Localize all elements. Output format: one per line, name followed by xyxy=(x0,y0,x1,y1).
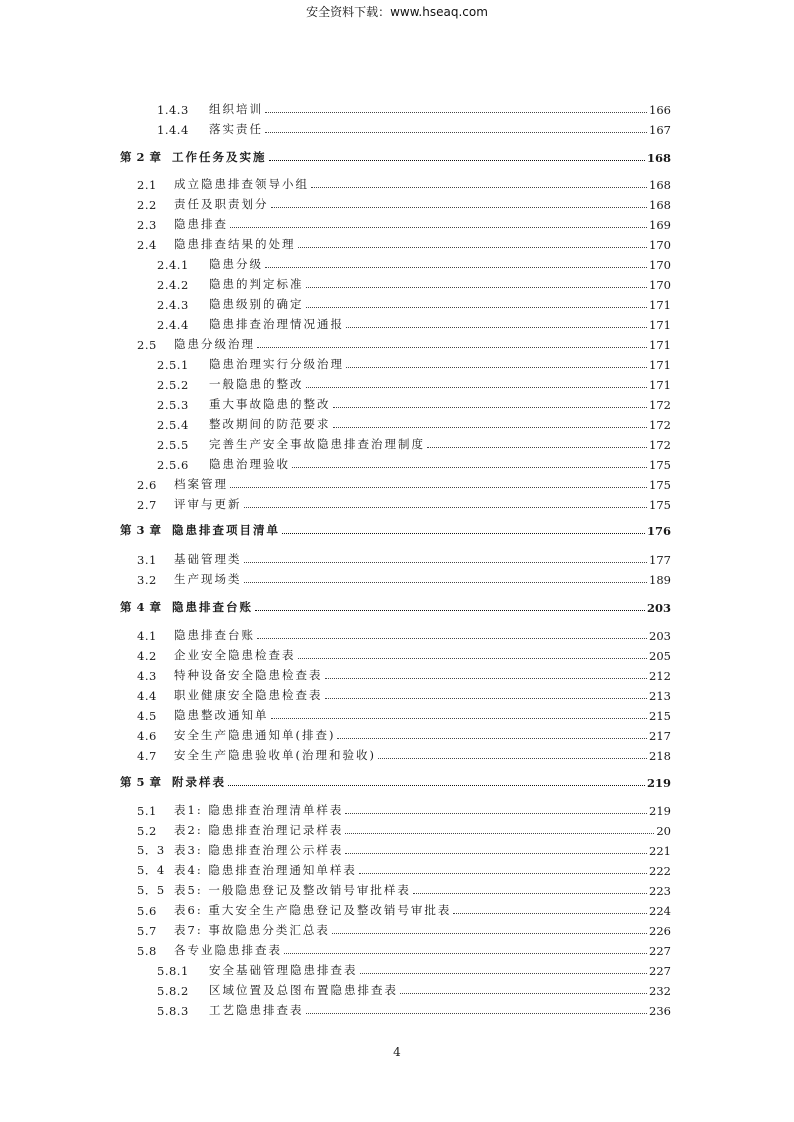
toc-row[interactable] xyxy=(157,372,671,392)
toc-row[interactable] xyxy=(137,818,671,838)
toc-number: 4.7 xyxy=(137,749,157,763)
toc-leader-dots xyxy=(257,347,647,348)
toc-title: 隐患分级治理 xyxy=(174,337,255,351)
toc-number: 第 5 章 xyxy=(120,775,162,789)
toc-row[interactable] xyxy=(157,312,671,332)
toc-row[interactable] xyxy=(137,723,671,743)
toc-leader-dots xyxy=(230,227,647,228)
toc-chapter-row[interactable] xyxy=(120,518,671,538)
toc-page-number: 167 xyxy=(649,123,671,137)
toc-page-number: 217 xyxy=(649,729,671,743)
toc-number: 5.2 xyxy=(137,824,157,838)
toc-title: 表4: 隐患排查治理通知单样表 xyxy=(174,863,357,877)
toc-page-number: 20 xyxy=(656,824,671,838)
toc-number: 2.1 xyxy=(137,178,157,192)
toc-title: 一般隐患的整改 xyxy=(209,377,304,391)
toc-title: 档案管理 xyxy=(174,477,228,491)
toc-title: 重大事故隐患的整改 xyxy=(209,397,331,411)
toc-leader-dots xyxy=(345,853,647,854)
toc-page-number: 175 xyxy=(649,478,671,492)
toc-title: 表3: 隐患排查治理公示样表 xyxy=(174,843,344,857)
toc-page-number: 221 xyxy=(649,844,671,858)
toc-number: 第 3 章 xyxy=(120,523,162,537)
toc-title: 基础管理类 xyxy=(174,552,242,566)
toc-title: 隐患排查 xyxy=(174,217,228,231)
toc-title: 生产现场类 xyxy=(174,572,242,586)
toc-title: 区域位置及总图布置隐患排查表 xyxy=(209,983,398,997)
toc-leader-dots xyxy=(306,287,648,288)
toc-page-number: 189 xyxy=(649,573,671,587)
toc-number: 2.5.2 xyxy=(157,378,189,392)
toc-title: 工艺隐患排查表 xyxy=(209,1003,304,1017)
toc-row[interactable] xyxy=(137,567,671,587)
toc-page-number: 224 xyxy=(649,904,671,918)
toc-number: 5.8.3 xyxy=(157,1004,189,1018)
toc-row[interactable] xyxy=(137,663,671,683)
toc-leader-dots xyxy=(346,367,647,368)
page-number: 4 xyxy=(393,1045,401,1059)
toc-page-number: 172 xyxy=(649,398,671,412)
toc-leader-dots xyxy=(298,658,648,659)
toc-page-number: 170 xyxy=(649,278,671,292)
toc-row[interactable] xyxy=(137,703,671,723)
toc-number: 2.5.3 xyxy=(157,398,189,412)
toc-leader-dots xyxy=(346,327,647,328)
toc-page-number: 203 xyxy=(646,601,671,615)
toc-leader-dots xyxy=(265,112,647,113)
toc-page-number: 175 xyxy=(649,458,671,472)
toc-row[interactable] xyxy=(157,272,671,292)
toc-leader-dots xyxy=(255,610,645,611)
toc-page-number: 226 xyxy=(649,924,671,938)
toc-title: 职业健康安全隐患检查表 xyxy=(174,688,323,702)
toc-title: 各专业隐患排查表 xyxy=(174,943,282,957)
toc-leader-dots xyxy=(284,953,647,954)
toc-number: 2.2 xyxy=(137,198,157,212)
toc-number: 5.8.1 xyxy=(157,964,189,978)
toc-row[interactable] xyxy=(137,472,671,492)
toc-number: 第 4 章 xyxy=(120,600,162,614)
toc-row[interactable] xyxy=(137,492,671,512)
toc-page-number: 170 xyxy=(649,258,671,272)
toc-page-number: 215 xyxy=(649,709,671,723)
toc-leader-dots xyxy=(311,187,647,188)
toc-title: 整改期间的防范要求 xyxy=(209,417,331,431)
toc-number: 2.4 xyxy=(137,238,157,252)
toc-leader-dots xyxy=(228,785,645,786)
toc-page-number: 232 xyxy=(649,984,671,998)
toc-page-number: 169 xyxy=(649,218,671,232)
toc-number: 2.4.3 xyxy=(157,298,189,312)
toc-number: 2.4.2 xyxy=(157,278,189,292)
toc-row[interactable] xyxy=(137,858,671,878)
toc-title: 隐患排查治理情况通报 xyxy=(209,317,344,331)
toc-title: 隐患排查结果的处理 xyxy=(174,237,296,251)
toc-row[interactable] xyxy=(137,838,671,858)
toc-row[interactable] xyxy=(137,918,671,938)
toc-title: 隐患治理实行分级治理 xyxy=(209,357,344,371)
toc-chapter-row[interactable] xyxy=(120,595,671,615)
toc-row[interactable] xyxy=(137,623,671,643)
toc-number: 5.7 xyxy=(137,924,157,938)
toc-leader-dots xyxy=(257,638,647,639)
page-header: 安全资料下载：www.hseaq.com xyxy=(306,5,488,19)
toc-row[interactable] xyxy=(137,898,671,918)
toc-row[interactable] xyxy=(157,998,671,1018)
toc-row[interactable] xyxy=(137,192,671,212)
toc-title: 责任及职责划分 xyxy=(174,197,269,211)
toc-leader-dots xyxy=(453,913,647,914)
toc-leader-dots xyxy=(269,160,645,161)
toc-title: 安全基础管理隐患排查表 xyxy=(209,963,358,977)
toc-leader-dots xyxy=(244,562,648,563)
toc-title: 工作任务及实施 xyxy=(172,150,267,164)
toc-row[interactable] xyxy=(157,97,671,117)
toc-number: 2.4.1 xyxy=(157,258,189,272)
toc-row[interactable] xyxy=(157,392,671,412)
toc-number: 2.5.5 xyxy=(157,438,189,452)
toc-number: 2.5 xyxy=(137,338,157,352)
toc-chapter-row[interactable] xyxy=(120,770,671,790)
toc-number: 1.4.4 xyxy=(157,123,189,137)
toc-leader-dots xyxy=(298,247,648,248)
toc-leader-dots xyxy=(292,467,647,468)
toc-page-number: 218 xyxy=(649,749,671,763)
toc-leader-dots xyxy=(359,873,647,874)
toc-number: 4.2 xyxy=(137,649,157,663)
toc-title: 组织培训 xyxy=(209,102,263,116)
toc-page-number: 171 xyxy=(649,358,671,372)
toc-page-number: 223 xyxy=(649,884,671,898)
toc-page-number: 219 xyxy=(646,776,671,790)
toc-page-number: 236 xyxy=(649,1004,671,1018)
toc-row[interactable] xyxy=(157,352,671,372)
toc-leader-dots xyxy=(325,678,648,679)
toc-page-number: 227 xyxy=(649,964,671,978)
toc-page-number: 166 xyxy=(649,103,671,117)
toc-leader-dots xyxy=(345,813,647,814)
toc-page-number: 175 xyxy=(649,498,671,512)
toc-title: 隐患级别的确定 xyxy=(209,297,304,311)
toc-leader-dots xyxy=(400,993,647,994)
toc-leader-dots xyxy=(332,933,647,934)
toc-page-number: 168 xyxy=(649,178,671,192)
toc-number: 3.1 xyxy=(137,553,157,567)
toc-row[interactable] xyxy=(157,452,671,472)
toc-title: 表5: 一般隐患登记及整改销号审批样表 xyxy=(174,883,411,897)
toc-row[interactable] xyxy=(157,412,671,432)
toc-row[interactable] xyxy=(137,938,671,958)
toc-page-number: 170 xyxy=(649,238,671,252)
toc-leader-dots xyxy=(333,427,648,428)
toc-leader-dots xyxy=(244,507,648,508)
toc-leader-dots xyxy=(271,207,648,208)
toc-leader-dots xyxy=(265,267,647,268)
toc-page-number: 168 xyxy=(646,151,671,165)
toc-number: 5．3 xyxy=(137,843,165,857)
toc-leader-dots xyxy=(427,447,647,448)
toc-page-number: 171 xyxy=(649,338,671,352)
toc-row[interactable] xyxy=(157,252,671,272)
toc-leader-dots xyxy=(265,132,647,133)
toc-row[interactable] xyxy=(137,878,671,898)
toc-page-number: 172 xyxy=(649,418,671,432)
toc-page-number: 203 xyxy=(649,629,671,643)
toc-leader-dots xyxy=(345,833,654,834)
toc-title: 表6: 重大安全生产隐患登记及整改销号审批表 xyxy=(174,903,452,917)
toc-title: 企业安全隐患检查表 xyxy=(174,648,296,662)
toc-page-number: 212 xyxy=(649,669,671,683)
toc-row[interactable] xyxy=(137,798,671,818)
toc-row[interactable] xyxy=(137,547,671,567)
toc-page-number: 219 xyxy=(649,804,671,818)
toc-row[interactable] xyxy=(157,117,671,137)
toc-number: 4.3 xyxy=(137,669,157,683)
toc-number: 2.4.4 xyxy=(157,318,189,332)
toc-page-number: 176 xyxy=(646,524,671,538)
toc-number: 5.8.2 xyxy=(157,984,189,998)
toc-leader-dots xyxy=(360,973,648,974)
toc-number: 5.8 xyxy=(137,944,157,958)
toc-number: 2.5.1 xyxy=(157,358,189,372)
toc-page-number: 205 xyxy=(649,649,671,663)
toc-page-number: 171 xyxy=(649,318,671,332)
toc-number: 2.6 xyxy=(137,478,157,492)
toc-chapter-row[interactable] xyxy=(120,145,671,165)
toc-number: 4.4 xyxy=(137,689,157,703)
toc-page-number: 168 xyxy=(649,198,671,212)
toc-leader-dots xyxy=(230,487,647,488)
toc-title: 安全生产隐患验收单(治理和验收) xyxy=(174,748,376,762)
toc-leader-dots xyxy=(413,893,647,894)
toc-title: 表2: 隐患排查治理记录样表 xyxy=(174,823,344,837)
toc-number: 5.1 xyxy=(137,804,157,818)
toc-number: 2.5.6 xyxy=(157,458,189,472)
toc-number: 2.3 xyxy=(137,218,157,232)
toc-row[interactable] xyxy=(157,958,671,978)
toc-number: 4.5 xyxy=(137,709,157,723)
toc-title: 成立隐患排查领导小组 xyxy=(174,177,309,191)
toc-row[interactable] xyxy=(137,172,671,192)
toc-row[interactable] xyxy=(137,643,671,663)
toc-number: 1.4.3 xyxy=(157,103,189,117)
toc-title: 隐患治理验收 xyxy=(209,457,290,471)
toc-leader-dots xyxy=(306,1013,648,1014)
toc-leader-dots xyxy=(282,533,645,534)
toc-leader-dots xyxy=(306,307,648,308)
toc-leader-dots xyxy=(271,718,648,719)
toc-row[interactable] xyxy=(157,978,671,998)
toc-row[interactable] xyxy=(137,212,671,232)
toc-page-number: 213 xyxy=(649,689,671,703)
toc-row[interactable] xyxy=(137,332,671,352)
toc-row[interactable] xyxy=(137,232,671,252)
toc-leader-dots xyxy=(325,698,648,699)
toc-title: 落实责任 xyxy=(209,122,263,136)
toc-title: 隐患的判定标准 xyxy=(209,277,304,291)
toc-title: 隐患分级 xyxy=(209,257,263,271)
toc-title: 隐患排查台账 xyxy=(172,600,253,614)
toc-page-number: 171 xyxy=(649,378,671,392)
toc-page-number: 222 xyxy=(649,864,671,878)
toc-row[interactable] xyxy=(137,743,671,763)
toc-leader-dots xyxy=(333,407,648,408)
toc-page-number: 172 xyxy=(649,438,671,452)
toc-number: 4.1 xyxy=(137,629,157,643)
toc-page-number: 227 xyxy=(649,944,671,958)
toc-leader-dots xyxy=(306,387,648,388)
toc-number: 4.6 xyxy=(137,729,157,743)
toc-title: 隐患整改通知单 xyxy=(174,708,269,722)
toc-title: 特种设备安全隐患检查表 xyxy=(174,668,323,682)
toc-number: 3.2 xyxy=(137,573,157,587)
toc-page-number: 171 xyxy=(649,298,671,312)
toc-title: 表1: 隐患排查治理清单样表 xyxy=(174,803,344,817)
toc-title: 完善生产安全事故隐患排查治理制度 xyxy=(209,437,425,451)
toc-row[interactable] xyxy=(157,292,671,312)
toc-title: 附录样表 xyxy=(172,775,226,789)
toc-title: 安全生产隐患通知单(排查) xyxy=(174,728,336,742)
toc-number: 5．4 xyxy=(137,863,165,877)
toc-number: 5.6 xyxy=(137,904,157,918)
toc-title: 隐患排查项目清单 xyxy=(172,523,280,537)
toc-page-number: 177 xyxy=(649,553,671,567)
toc-leader-dots xyxy=(337,738,647,739)
toc-title: 评审与更新 xyxy=(174,497,242,511)
toc-number: 5．5 xyxy=(137,883,165,897)
toc-number: 第 2 章 xyxy=(120,150,162,164)
toc-number: 2.7 xyxy=(137,498,157,512)
toc-row[interactable] xyxy=(157,432,671,452)
toc-number: 2.5.4 xyxy=(157,418,189,432)
toc-leader-dots xyxy=(378,758,647,759)
toc-title: 表7: 事故隐患分类汇总表 xyxy=(174,923,330,937)
toc-leader-dots xyxy=(244,582,648,583)
toc-row[interactable] xyxy=(137,683,671,703)
toc-title: 隐患排查台账 xyxy=(174,628,255,642)
